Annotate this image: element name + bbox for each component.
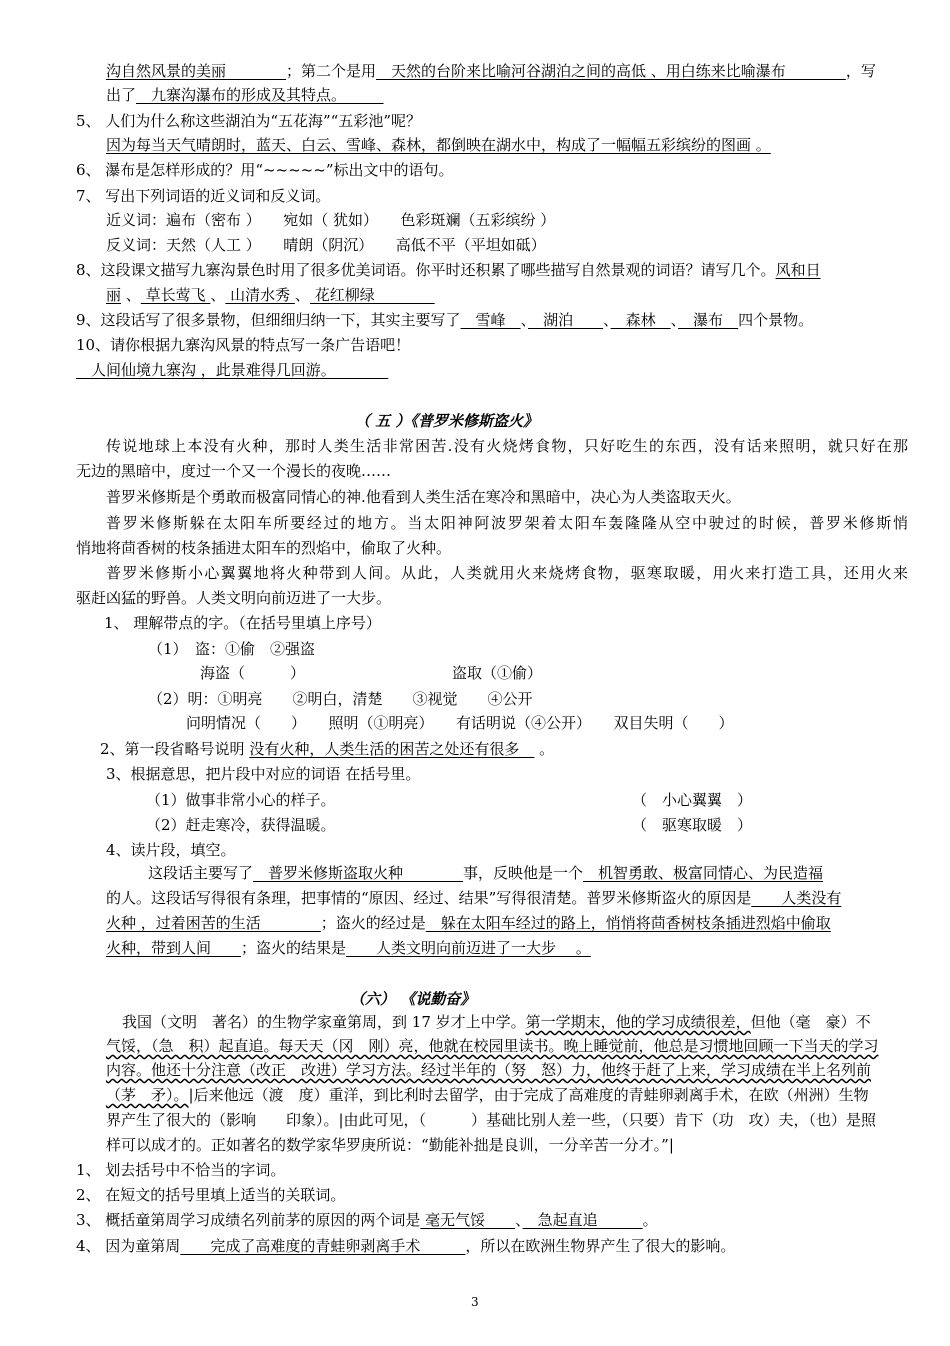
question-3-answer: （ 小心翼翼 ） xyxy=(632,791,753,809)
passage-paragraph: 悄地将茴香树的枝条插进太阳车的烈焰中，偷取了火种。 xyxy=(76,539,452,557)
question-3-item: （1）做事非常小心的样子。 xyxy=(146,791,336,809)
question-9: 9、这段话写了很多景物，但细细归纳一下，其实主要写了 雪峰 、 湖泊 、 森林 、 瀑布 四个景物。 xyxy=(76,311,814,329)
question-2: 2、第一段省略号说明 没有火种，人类生活的困苦之处还有很多 。 xyxy=(100,740,555,758)
question-1-item: 盗取（①偷） xyxy=(452,664,543,682)
question-3: 3、根据意思，把片段中对应的词语 在括号里。 xyxy=(106,765,421,783)
passage-paragraph: 普罗米修斯躲在太阳车所要经过的地方。当太阳神阿波罗架着太阳车轰隆隆从空中驶过的时候，普罗米修斯悄 xyxy=(106,514,908,532)
question-5: 5、 人们为什么称这些湖泊为“五花海”“五彩池”呢？ xyxy=(76,112,421,130)
question-3-item: （2）赶走寒冷，获得温暖。 xyxy=(146,816,336,834)
section-6-title: （六） 《说勤奋》 xyxy=(350,990,476,1008)
answer-line: 出了 九寨沟瀑布的形成及其特点。 xyxy=(106,86,384,104)
question-6: 6、 瀑布是怎样形成的？用“~~~~~”标出文中的语句。 xyxy=(76,161,454,179)
answer-4: 这段话主要写了 普罗米修斯盗取火种 事，反映他是一个 机智勇敢、极富同情心、为民造福 xyxy=(148,864,824,882)
essay-line: （茅 矛）。|后来他远（渡 度）重洋，到比利时去留学，由于完成了高难度的青蛙卵剥离手术，在欧（州洲）生物 xyxy=(106,1086,869,1104)
question-8: 8、这段课文描写九寨沟景色时用了很多优美词语。你平时还积累了哪些描写自然景观的词语？请写几个。风和日 xyxy=(76,261,821,279)
passage-paragraph: 无边的黑暗中，度过一个又一个漫长的夜晚…… xyxy=(76,462,392,480)
question-1-items: 问明情况（ ） 照明（①明亮） 有话明说（④公开） 双目失明（ ） xyxy=(186,714,734,732)
question-1-part-2: （2）明：①明亮 ②明白，清楚 ③视觉 ④公开 xyxy=(148,690,533,708)
essay-line: 界产生了很大的（影响 印象）。|由此可见，（ ）基础比别人差一些，（只要）肯下（功 攻）夫，（也）是照 xyxy=(106,1111,877,1129)
essay-line: 内容。他还十分注意（改正 改进）学习方法。经过半年的（努 怒）力，他终于赶了上来，学习成绩在半上名列前 xyxy=(106,1061,872,1079)
answer-4: 的人。这段话写得很有条理，把事情的“原因、经过、结果”写得很清楚。普罗米修斯盗火的原因是 人类没有 xyxy=(106,889,842,907)
answer-4: 火种 ，过着困苦的生活 ；盗火的经过是 躲在太阳车经过的路上，悄悄将茴香树枝条插进烈焰中偷取 xyxy=(106,914,831,932)
exercise-4: 4、 因为童第周 完成了高难度的青蛙卵剥离手术 ，所以在欧洲生物界产生了很大的影响。 xyxy=(76,1237,736,1255)
exercise-1: 1、 划去括号中不恰当的字词。 xyxy=(76,1161,286,1179)
passage-paragraph: 普罗米修斯是个勇敢而极富同情心的神.他看到人类生活在寒冷和黑暗中，决心为人类盗取天火。 xyxy=(106,488,741,506)
passage-paragraph: 普罗米修斯小心翼翼地将火种带到人间。从此，人类就用火来烧烤食物，驱寒取暖，用火来打造工具，还用火来 xyxy=(106,564,908,582)
answer-5: 因为每当天气晴朗时，蓝天、白云、雪峰、森林，都倒映在湖水中，构成了一幅幅五彩缤纷的图画 。 xyxy=(106,136,771,154)
question-4: 4、读片段，填空。 xyxy=(106,841,236,859)
exercise-3: 3、 概括童第周学习成绩名列前茅的原因的两个词是 毫无气馁 、 急起直追 。 xyxy=(76,1211,658,1229)
question-1-part-1: （1） 盗：①偷 ②强盗 xyxy=(148,640,316,658)
essay-line: 样可以成才的。正如著名的数学家华罗庚所说：“勤能补拙是良训，一分辛苦一分才。”| xyxy=(106,1136,674,1154)
section-5-title: （ 五 ）《普罗米修斯盗火》 xyxy=(355,412,538,430)
question-1-item: 海盗（ ） xyxy=(200,664,306,682)
essay-line: 气馁，（急 积）起直追。每天天（冈 刚）亮，他就在校园里读书。晚上睡觉前，他总是习惯地回顾一下当天的学习 xyxy=(106,1037,879,1055)
answer-8: 丽 、 草长莺飞 、 山清水秀 、 花红柳绿 xyxy=(106,286,435,304)
essay-line: 我国（文明 著名）的生物学家童第周，到 17 岁才上中学。第一学期末，他的学习成绩很差，但他（毫 豪）不 xyxy=(122,1013,871,1031)
passage-paragraph: 传说地球上本没有火种，那时人类生活非常困苦.没有火烧烤食物，只好吃生的东西，没有话来照明，就只好在那 xyxy=(106,437,908,455)
antonyms-line: 反义词：天然（人工 ） 晴朗（阴沉） 高低不平（平坦如砥） xyxy=(106,236,546,254)
exercise-2: 2、 在短文的括号里填上适当的关联词。 xyxy=(76,1186,346,1204)
question-3-answer: （ 驱寒取暖 ） xyxy=(632,816,753,834)
question-10: 10、请你根据九寨沟风景的特点写一条广告语吧！ xyxy=(76,336,411,354)
answer-10: 人间仙境九寨沟 ，此景难得几回游。 xyxy=(76,361,389,379)
answer-line: 沟自然风景的美丽 ；第二个是用 天然的台阶来比喻河谷湖泊之间的高低 、用白练来比喻瀑布 ，写 xyxy=(106,62,876,80)
passage-paragraph: 驱赶凶猛的野兽。人类文明向前迈进了一大步。 xyxy=(76,589,392,607)
question-7: 7、 写出下列词语的近义词和反义词。 xyxy=(76,187,331,205)
question-1: 1、 理解带点的字。（在括号里填上序号） xyxy=(104,614,381,632)
answer-4: 火种，带到人间 ；盗火的结果是 人类文明向前迈进了一大步 。 xyxy=(106,939,591,957)
synonyms-line: 近义词：遍布（密布 ） 宛如（ 犹如） 色彩斑斓（五彩缤纷 ） xyxy=(106,211,556,229)
page-number: 3 xyxy=(471,1295,479,1309)
